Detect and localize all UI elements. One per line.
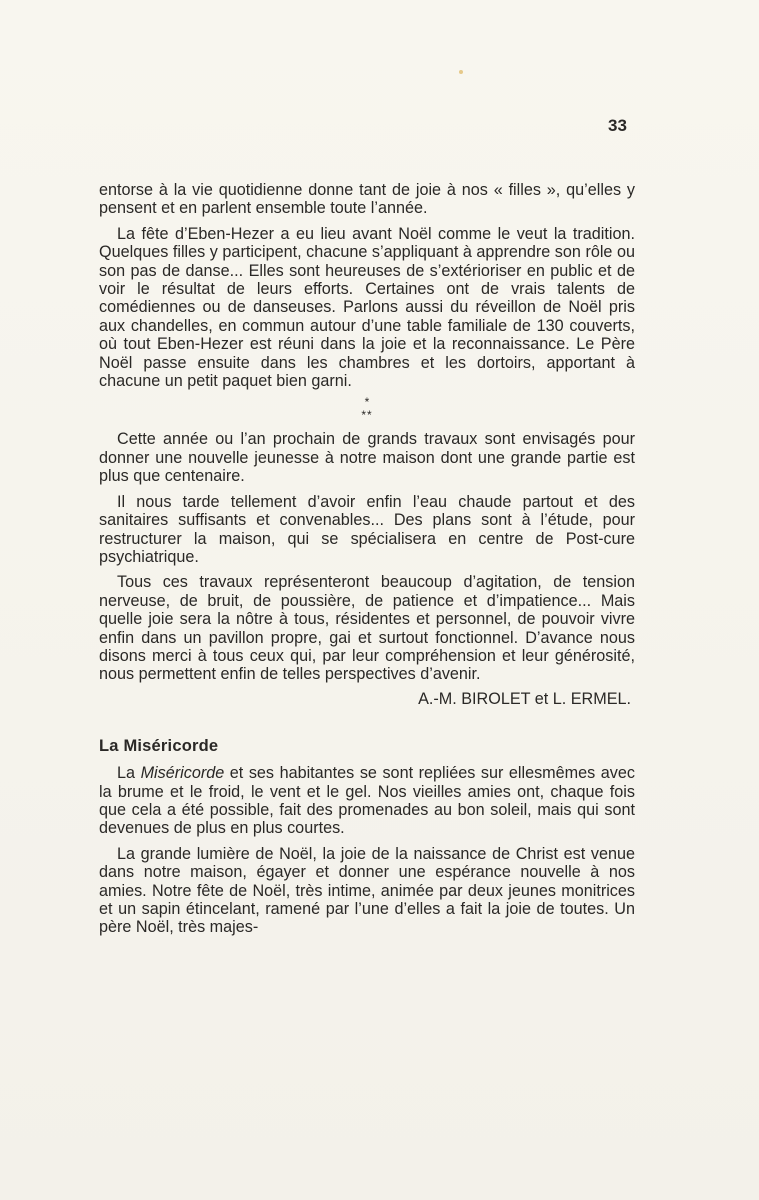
paragraph-continuation: entorse à la vie quotidienne donne tant de joie à nos « filles », qu’elles y pensent et en parlent ensemble toute l’année. — [99, 181, 635, 218]
asterism-top: * — [364, 395, 370, 410]
section-title: La Miséricorde — [99, 737, 219, 756]
asterism-separator — [99, 396, 635, 422]
paragraph-agitation: Tous ces travaux représenteront beaucoup d’agitation, de tension nerveuse, de bruit, de poussière, de patience et d’impatience... Mais quelle joie sera la nôtre à tous, résidentes et personnel, de pouvoir vivre enfin dans un pavillon propre, gai et surtout fonctionnel. D’avance nous disons merci à tous ceux qui, par leur compréhension et leur générosité, nous permettent enfin de telles perspectives d’avenir. — [99, 573, 635, 684]
paragraph-works: Cette année ou l’an prochain de grands travaux sont envisagés pour donner une nouvelle jeunesse à notre maison dont une grande partie est plus que centenaire. — [99, 430, 635, 486]
signature: A.-M. BIROLET et L. ERMEL. — [418, 689, 631, 708]
page-number: 33 — [608, 116, 627, 135]
asterism-bottom: ** — [361, 408, 373, 423]
paragraph-hot-water: Il nous tarde tellement d’avoir enfin l’eau chaude partout et des sanitaires suffisants et convenables... Des plans sont à l’étude, pour restructurer la maison, qui se spécialisera en centre de Post-cure psychiatrique. — [99, 492, 635, 566]
ink-spot — [459, 70, 463, 74]
paragraph-eben-hezer-party: La fête d’Eben-Hezer a eu lieu avant Noël comme le veut la tradition. Quelques filles y participent, chacune s’appliquant à apprendre son rôle ou son pas de danse... Elles sont heureuses de s’extérioriser en public et de voir le résultat de leurs efforts. Certaines ont de vrais talents de comédiennes ou de danseuses. Parlons aussi du réveillon de Noël pris aux chandelles, en commun autour d’une table familiale de 130 couverts, où tout Eben-Hezer est réuni dans la joie et la reconnaissance. Le Père Noël passe ensuite dans les chambres et les dortoirs, apportant à chacune un petit paquet bien garni. — [99, 224, 635, 391]
paragraph-misericorde — [99, 764, 635, 838]
paragraph-misericorde-rest: et ses habitantes se sont repliées sur ellesmêmes avec la brume et le froid, le vent et le gel. Nos vieilles amies ont, chaque fois que cela a été possible, fait des promenades au bon soleil, mais qui sont devenues de plus en plus courtes. — [99, 764, 635, 838]
paragraph-misericorde-lead: La — [117, 764, 141, 783]
paragraph-christmas-light: La grande lumière de Noël, la joie de la naissance de Christ est venue dans notre maison, égayer et donner une espérance nouvelle à nos amies. Notre fête de Noël, très intime, animée par deux jeunes monitrices et un sapin étincelant, ramené par l’une d’elles a fait la joie de toutes. Un père Noël, très majes- — [99, 844, 635, 937]
text-column — [99, 181, 635, 937]
paragraph-misericorde-italic: Miséricorde — [140, 764, 225, 783]
